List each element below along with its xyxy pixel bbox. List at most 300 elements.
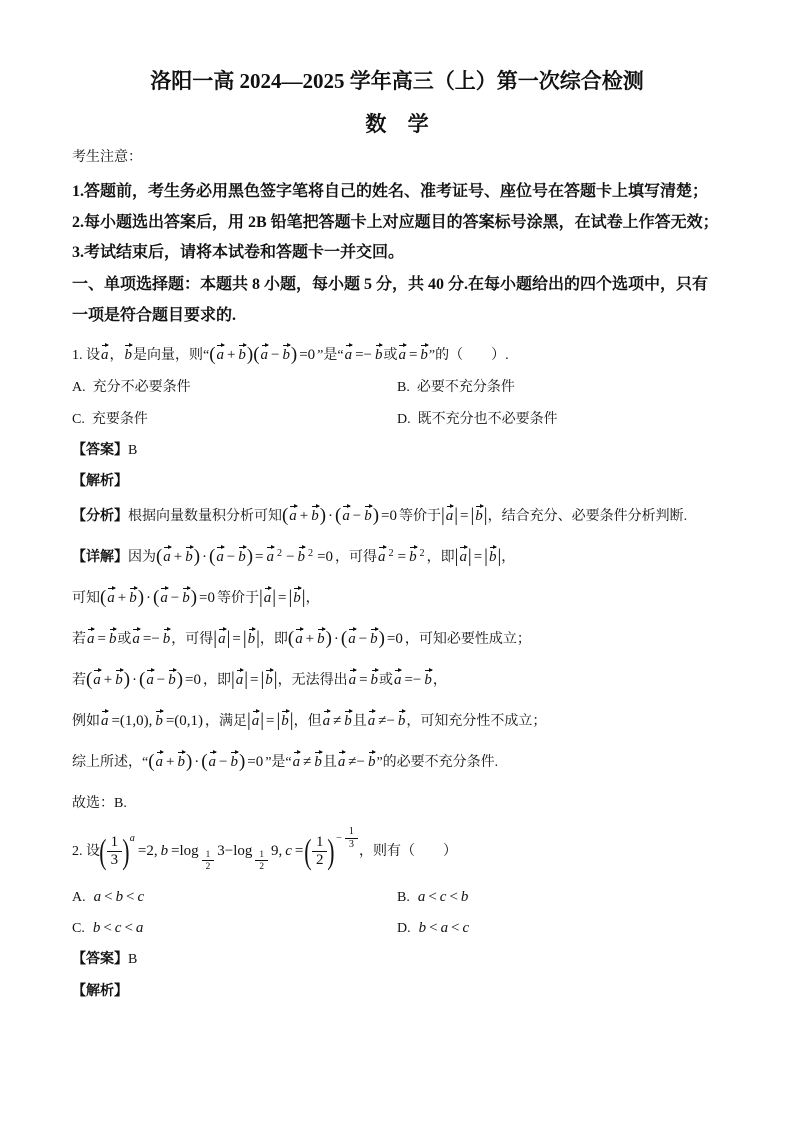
- math-delimiter: |: [454, 505, 459, 526]
- text-run: 或: [383, 348, 398, 363]
- math-symbol: =: [255, 549, 264, 565]
- math-delimiter: |: [484, 546, 488, 567]
- math-symbol: 2: [315, 852, 324, 869]
- math-symbol: −: [336, 832, 342, 844]
- math-vector: b: [177, 754, 185, 770]
- math-symbol: =(1,0),: [111, 713, 153, 729]
- option-c: [72, 913, 397, 944]
- math-symbol: =: [232, 631, 241, 647]
- text-run: ，: [501, 550, 516, 565]
- math-delimiter: |: [497, 546, 502, 567]
- math-symbol: =0: [185, 672, 201, 688]
- math-vector: b: [374, 347, 383, 363]
- math-vector: a: [292, 754, 301, 770]
- text-run: 例如: [72, 714, 100, 729]
- math-symbol: =: [294, 843, 304, 859]
- math-delimiter: |: [289, 710, 294, 731]
- math-vector: a: [394, 672, 402, 688]
- math-fraction: [107, 834, 122, 869]
- math-symbol: =0: [317, 549, 334, 565]
- math-symbol: ≠−: [378, 713, 395, 729]
- text-run: ，即: [202, 673, 231, 688]
- math-variable: a: [93, 889, 102, 905]
- math-variable: c: [285, 843, 292, 859]
- math-delimiter: ): [246, 546, 254, 567]
- math-vector: a: [289, 508, 297, 524]
- math-variable: a: [135, 920, 144, 936]
- math-symbol: +: [166, 754, 175, 770]
- math-symbol: 2: [205, 862, 211, 873]
- option-label: A.: [72, 380, 86, 395]
- math-symbol: =: [278, 590, 287, 606]
- math-superscript: [129, 834, 136, 845]
- math-vector: b: [397, 713, 406, 729]
- math-symbol: =: [266, 713, 275, 729]
- text-run: ，可知充分性不成立；: [406, 714, 547, 729]
- math-vector: b: [108, 631, 117, 647]
- math-vector: b: [424, 672, 432, 688]
- math-vector: b: [488, 549, 497, 565]
- math-vector: a: [445, 508, 454, 524]
- math-variable: c: [439, 889, 447, 905]
- text-run: 可知: [72, 591, 100, 606]
- text-run: 或: [117, 632, 132, 647]
- math-symbol: <: [429, 920, 438, 936]
- math-symbol: =−: [355, 347, 372, 363]
- math-vector: b: [475, 508, 483, 524]
- option-content: [418, 412, 558, 427]
- math-vector: a: [348, 631, 356, 647]
- math-symbol: =: [397, 549, 407, 565]
- math-delimiter: |: [273, 669, 278, 690]
- math-vector: a: [101, 347, 109, 363]
- math-fraction: [255, 849, 268, 873]
- math-symbol: 1: [259, 849, 264, 860]
- text-run: 2. 设: [72, 844, 100, 859]
- math-delimiter: (: [153, 587, 160, 608]
- math-symbol: −: [358, 631, 368, 647]
- math-symbol: −: [170, 590, 180, 606]
- math-symbol: −: [226, 549, 236, 565]
- fraction-denominator: [345, 839, 358, 851]
- fraction-denominator: [255, 861, 268, 873]
- text-run: 是向量，则“: [132, 348, 210, 363]
- fraction-numerator: [107, 834, 122, 852]
- math-symbol: =0: [386, 631, 403, 647]
- answer-label: 【答案】: [72, 952, 128, 967]
- math-delimiter: |: [213, 628, 218, 649]
- math-vector: a: [132, 631, 140, 647]
- option-d: [397, 913, 722, 944]
- math-vector: b: [314, 754, 322, 770]
- math-delimiter: |: [467, 546, 472, 567]
- math-vector: a: [216, 549, 224, 565]
- math-vector: a: [344, 347, 353, 363]
- math-superscript: [387, 549, 396, 560]
- question-stem: [72, 823, 457, 879]
- text-run: 1. 设: [72, 348, 100, 363]
- math-variable: b: [92, 920, 101, 936]
- text-run: 综上所述，“: [72, 755, 149, 770]
- math-delimiter: |: [276, 710, 281, 731]
- text-run: 且: [352, 714, 367, 729]
- math-large-delimiter: (: [99, 832, 107, 872]
- text-run: 等价于: [398, 509, 441, 524]
- math-symbol: 3: [348, 839, 354, 851]
- math-vector: b: [155, 713, 163, 729]
- math-delimiter: |: [258, 587, 263, 608]
- math-symbol: <: [104, 889, 113, 905]
- text-run: ”是“: [317, 348, 344, 363]
- math-vector: a: [378, 549, 386, 565]
- math-delimiter: |: [301, 587, 306, 608]
- solution-line: [72, 660, 687, 701]
- math-symbol: =: [97, 631, 106, 647]
- math-delimiter: ): [378, 628, 385, 649]
- math-vector: b: [168, 672, 176, 688]
- text-run: ，无法得出: [277, 673, 348, 688]
- text-run: 若: [72, 673, 86, 688]
- analysis-label: 【解析】: [72, 984, 128, 999]
- math-vector: a: [263, 590, 272, 606]
- math-vector: a: [260, 347, 268, 363]
- text-run: ”是“: [265, 755, 292, 770]
- math-delimiter: |: [470, 505, 475, 526]
- math-vector: a: [107, 590, 115, 606]
- math-superscript: [306, 549, 315, 560]
- math-vector: a: [101, 713, 109, 729]
- option-content: [417, 890, 470, 905]
- option-d: [397, 404, 722, 436]
- math-delimiter: |: [256, 628, 260, 649]
- text-run: 因为: [128, 550, 156, 565]
- notice-heading: 考生注意：: [72, 150, 142, 165]
- option-a: [72, 372, 397, 404]
- math-delimiter: ): [185, 751, 193, 772]
- math-vector: a: [322, 713, 331, 729]
- math-symbol: −: [156, 672, 166, 688]
- solution-line: [72, 742, 687, 783]
- option-c: [72, 404, 397, 436]
- math-vector: a: [398, 347, 406, 363]
- math-vector: a: [163, 549, 171, 565]
- text-run: ，结合充分、必要条件分析判断.: [487, 509, 688, 524]
- math-symbol: <: [428, 889, 437, 905]
- math-vector: a: [459, 549, 467, 565]
- math-vector: a: [218, 631, 226, 647]
- math-subscript: [201, 849, 216, 873]
- math-symbol: <: [449, 889, 458, 905]
- math-symbol: =−: [404, 672, 422, 688]
- math-delimiter: ): [190, 587, 198, 608]
- math-variable: a: [417, 889, 426, 905]
- text-run: ，即: [426, 550, 455, 565]
- math-variable: b: [160, 843, 169, 859]
- math-symbol: ·: [132, 672, 138, 688]
- math-symbol: ·: [202, 549, 208, 565]
- math-symbol: ·: [328, 508, 334, 524]
- math-vector: a: [337, 754, 346, 770]
- math-vector: b: [364, 508, 372, 524]
- math-vector: b: [409, 549, 417, 565]
- math-symbol: ·: [333, 631, 339, 647]
- math-large-delimiter: ): [327, 832, 335, 872]
- notice-item: 1.答题前，考生务必用黑色签字笔将自己的姓名、准考证号、座位号在答题卡上填写清楚；: [72, 183, 709, 200]
- math-vector: a: [155, 754, 163, 770]
- math-delimiter: |: [230, 669, 235, 690]
- text-run: ，则有（ ）: [358, 844, 457, 859]
- fraction-denominator: [202, 861, 215, 873]
- text-run: 或: [379, 673, 393, 688]
- math-vector: b: [293, 590, 301, 606]
- math-delimiter: |: [244, 669, 249, 690]
- text-run: 等价于: [216, 591, 259, 606]
- math-delimiter: (: [201, 751, 208, 772]
- solution-line: [72, 783, 687, 824]
- math-symbol: =0: [381, 508, 397, 524]
- math-delimiter: (: [282, 505, 289, 526]
- question-stem: [72, 335, 509, 375]
- math-delimiter: (: [156, 546, 163, 567]
- answer-value: B: [128, 952, 138, 967]
- math-symbol: 1: [205, 849, 211, 860]
- text-run: 充分不必要条件: [92, 380, 191, 395]
- math-vector: a: [146, 672, 154, 688]
- math-vector: b: [247, 631, 256, 647]
- math-delimiter: |: [454, 546, 459, 567]
- math-symbol: 2: [276, 547, 283, 559]
- math-vector: b: [281, 713, 289, 729]
- math-symbol: 2: [308, 547, 314, 559]
- math-vector: a: [251, 713, 260, 729]
- math-delimiter: |: [246, 710, 251, 731]
- option-b: [397, 882, 722, 913]
- math-fraction: [202, 849, 215, 873]
- math-fraction: [345, 826, 358, 851]
- math-vector: a: [208, 754, 217, 770]
- text-run: ，可得: [171, 632, 214, 647]
- options: [72, 882, 722, 944]
- math-variable: c: [462, 920, 470, 936]
- text-run: ，可得: [335, 550, 378, 565]
- math-delimiter: (: [209, 344, 216, 365]
- option-label: B.: [397, 890, 410, 905]
- fraction-numerator: [255, 849, 268, 862]
- solution-line: [72, 578, 687, 619]
- text-run: ”的必要不充分条件.: [376, 755, 499, 770]
- math-symbol: ≠−: [348, 754, 365, 770]
- math-vector: b: [311, 508, 319, 524]
- math-vector: b: [344, 713, 352, 729]
- math-delimiter: (: [335, 505, 342, 526]
- solution-line: [72, 537, 687, 578]
- notice-item: 3.考试结束后，请将本试卷和答题卡一并交回。: [72, 244, 405, 261]
- section-heading-line: 一项是符合题目要求的.: [72, 307, 237, 324]
- math-delimiter: (: [253, 344, 260, 365]
- option-content: [418, 921, 471, 936]
- math-delimiter: ): [246, 344, 254, 365]
- math-vector: b: [370, 672, 378, 688]
- math-vector: a: [295, 631, 303, 647]
- option-content: [92, 412, 148, 427]
- text-run: ，: [305, 591, 320, 606]
- math-delimiter: ): [193, 546, 201, 567]
- fraction-denominator: [107, 852, 122, 869]
- math-symbol: =log: [171, 843, 199, 859]
- math-symbol: −: [270, 347, 280, 363]
- math-vector: a: [87, 631, 95, 647]
- math-delimiter: |: [260, 669, 265, 690]
- inline-label: 【分析】: [72, 509, 128, 524]
- math-variable: b: [115, 889, 124, 905]
- math-vector: a: [216, 347, 224, 363]
- exam-title: 洛阳一高 2024—2025 学年高三（上）第一次综合检测: [150, 69, 644, 93]
- math-subscript: [254, 849, 269, 873]
- math-delimiter: |: [440, 505, 445, 526]
- math-delimiter: (: [287, 628, 295, 649]
- math-vector: b: [238, 347, 246, 363]
- math-delimiter: ): [325, 628, 332, 649]
- math-vector: a: [93, 672, 101, 688]
- math-symbol: ·: [146, 590, 152, 606]
- math-fraction: [312, 834, 327, 869]
- math-symbol: 3−log: [217, 843, 253, 859]
- math-delimiter: ): [123, 669, 131, 690]
- fraction-numerator: [202, 849, 215, 862]
- math-symbol: 2: [419, 547, 425, 559]
- math-symbol: <: [103, 920, 112, 936]
- math-vector: b: [297, 549, 305, 565]
- options: [72, 372, 722, 436]
- math-symbol: <: [451, 920, 460, 936]
- math-symbol: =: [359, 672, 368, 688]
- math-symbol: +: [299, 508, 309, 524]
- math-vector: b: [230, 754, 238, 770]
- text-run: 若: [72, 632, 86, 647]
- math-vector: a: [266, 549, 274, 565]
- math-vector: a: [348, 672, 357, 688]
- section-heading-line: 一、单项选择题：本题共 8 小题，每小题 5 分，共 40 分.在每小题给出的四个选项中，只有: [72, 276, 709, 293]
- math-variable: b: [418, 920, 427, 936]
- math-delimiter: ): [290, 344, 298, 365]
- math-large-delimiter: ): [122, 832, 130, 872]
- math-symbol: +: [103, 672, 113, 688]
- text-run: 根据向量数量积分析可知: [128, 509, 282, 524]
- math-symbol: 1: [315, 834, 324, 851]
- solution-line: [72, 619, 687, 660]
- subject-title: 数 学: [365, 112, 429, 136]
- math-symbol: <: [124, 920, 133, 936]
- notice-list: [72, 177, 719, 269]
- answer-value: B: [128, 443, 138, 458]
- math-symbol: =: [473, 549, 483, 565]
- math-delimiter: ): [372, 505, 380, 526]
- math-symbol: <: [126, 889, 135, 905]
- math-superscript: [418, 549, 427, 560]
- analysis-label: 【解析】: [72, 474, 128, 489]
- math-symbol: 2: [259, 862, 264, 873]
- math-delimiter: (: [139, 669, 146, 690]
- math-variable: c: [137, 889, 145, 905]
- text-run: 故选：B.: [72, 796, 127, 811]
- math-symbol: =: [250, 672, 259, 688]
- math-symbol: 1: [110, 834, 119, 851]
- math-symbol: −: [219, 754, 228, 770]
- math-symbol: +: [305, 631, 315, 647]
- text-run: ，满足: [204, 714, 247, 729]
- math-large-delimiter: (: [304, 832, 312, 872]
- fraction-numerator: [312, 834, 327, 852]
- math-vector: b: [124, 347, 132, 363]
- math-symbol: 1: [348, 826, 354, 838]
- section-heading: [72, 269, 708, 331]
- math-vector: b: [115, 672, 123, 688]
- math-delimiter: |: [288, 587, 293, 608]
- math-vector: b: [370, 631, 378, 647]
- math-delimiter: |: [272, 587, 277, 608]
- math-vector: b: [129, 590, 137, 606]
- inline-label: 【详解】: [72, 550, 128, 565]
- math-vector: b: [282, 347, 290, 363]
- math-vector: b: [162, 631, 171, 647]
- math-vector: a: [235, 672, 244, 688]
- answer-label: 【答案】: [72, 443, 128, 458]
- math-symbol: =0: [299, 347, 316, 363]
- math-symbol: ·: [194, 754, 200, 770]
- math-symbol: ≠: [333, 713, 342, 729]
- text-run: ，: [432, 673, 447, 688]
- math-superscript: [275, 549, 284, 560]
- solution-line: [72, 496, 687, 537]
- math-symbol: =: [408, 347, 418, 363]
- math-delimiter: |: [260, 710, 265, 731]
- math-delimiter: (: [340, 628, 348, 649]
- math-delimiter: (: [148, 751, 155, 772]
- math-variable: c: [114, 920, 122, 936]
- math-vector: b: [238, 549, 246, 565]
- math-delimiter: |: [226, 628, 231, 649]
- text-run: ，即: [259, 632, 288, 647]
- math-vector: a: [160, 590, 168, 606]
- math-symbol: 2: [388, 547, 394, 559]
- math-variable: b: [460, 889, 469, 905]
- math-delimiter: |: [242, 628, 247, 649]
- math-vector: b: [265, 672, 273, 688]
- math-symbol: ≠: [303, 754, 312, 770]
- math-symbol: =0: [247, 754, 264, 770]
- math-superscript: [334, 826, 359, 851]
- math-vector: b: [185, 549, 193, 565]
- math-delimiter: |: [483, 505, 488, 526]
- math-delimiter: (: [86, 669, 93, 690]
- math-symbol: 3: [110, 852, 119, 869]
- math-vector: b: [367, 754, 376, 770]
- option-label: D.: [397, 921, 411, 936]
- option-content: [93, 890, 146, 905]
- text-run: 既不充分也不必要条件: [417, 412, 558, 427]
- fraction-numerator: [345, 826, 358, 839]
- solution-line: [72, 701, 687, 742]
- math-delimiter: ): [176, 669, 184, 690]
- math-symbol: =: [460, 508, 469, 524]
- math-variable: a: [129, 832, 135, 844]
- text-run: ，可知必要性成立；: [404, 632, 531, 647]
- math-variable: a: [440, 920, 449, 936]
- option-label: C.: [72, 412, 85, 427]
- math-symbol: −: [352, 508, 362, 524]
- math-symbol: =−: [142, 631, 160, 647]
- text-run: 充要条件: [91, 412, 148, 427]
